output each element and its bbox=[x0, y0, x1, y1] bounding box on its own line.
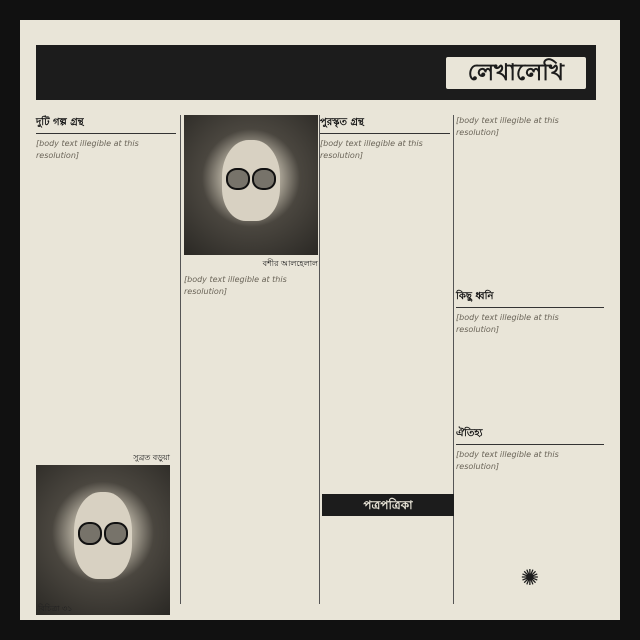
column-4 bbox=[456, 115, 604, 604]
photo-caption: সুব্রত বড়ুয়া bbox=[133, 453, 170, 462]
illegible-body: [body text illegible at this resolution] bbox=[456, 313, 559, 334]
page bbox=[20, 20, 620, 620]
section-banner: পত্রপত্রিকা bbox=[322, 494, 454, 516]
illegible-body: [body text illegible at this resolution] bbox=[184, 275, 287, 296]
ornament-icon: ✺ bbox=[520, 566, 540, 591]
illegible-body: [body text illegible at this resolution] bbox=[36, 139, 139, 160]
author-photo bbox=[184, 115, 318, 255]
illegible-body: [body text illegible at this resolution] bbox=[456, 116, 559, 137]
author-photo bbox=[36, 465, 170, 615]
photo-caption: বশীর আলহেলাল bbox=[262, 259, 318, 268]
column-rule bbox=[180, 115, 181, 604]
page-number: বিচিত্রা ৩১ bbox=[38, 604, 73, 613]
section-title: ঐতিহ্য bbox=[456, 426, 604, 445]
header-bar bbox=[36, 45, 596, 100]
page-title: লেখালেখি bbox=[446, 57, 586, 89]
section-title: দুটি গল্প গ্রন্থ bbox=[36, 115, 176, 134]
illegible-body: [body text illegible at this resolution] bbox=[456, 450, 559, 471]
column-rule bbox=[453, 115, 454, 604]
illegible-body: [body text illegible at this resolution] bbox=[320, 139, 423, 160]
column-2 bbox=[184, 274, 322, 604]
section-title: কিছু ধ্বনি bbox=[456, 289, 604, 308]
section-title: পুরস্কৃত গ্রন্থ bbox=[320, 115, 450, 134]
column-3 bbox=[320, 115, 450, 604]
